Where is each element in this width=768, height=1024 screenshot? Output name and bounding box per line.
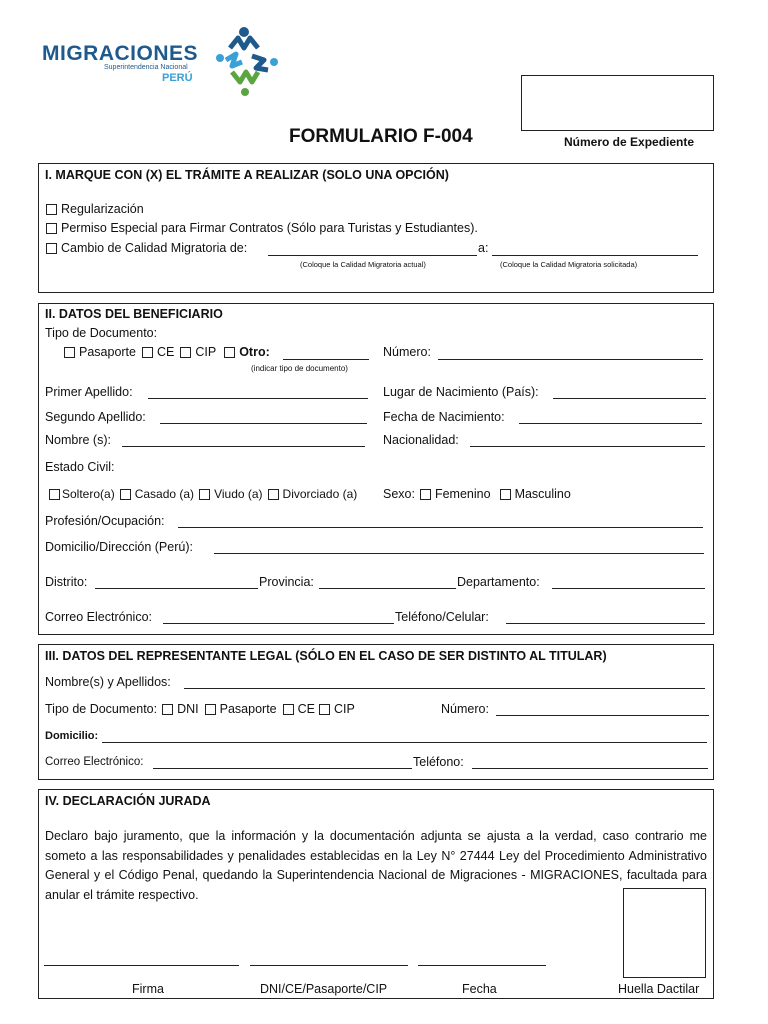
migraciones-emblem-icon xyxy=(208,26,280,98)
profesion-label: Profesión/Ocupación: xyxy=(45,514,165,528)
rep-correo-label: Correo Electrónico: xyxy=(45,756,144,768)
checkbox[interactable] xyxy=(120,489,131,500)
checkbox[interactable] xyxy=(46,243,57,254)
checkbox[interactable] xyxy=(420,489,431,500)
doc-type-options xyxy=(64,345,270,360)
nombres-label: Nombre (s): xyxy=(45,433,111,447)
estado-civil-options xyxy=(49,487,357,502)
telefono-field[interactable] xyxy=(506,623,705,624)
checkbox[interactable] xyxy=(224,347,235,358)
cip-label: CIP xyxy=(195,345,217,359)
option-cambio-calidad[interactable] xyxy=(46,241,247,256)
checkbox[interactable] xyxy=(142,347,153,358)
departamento-field[interactable] xyxy=(552,588,705,589)
checkbox[interactable] xyxy=(268,489,279,500)
lugar-nacimiento-field[interactable] xyxy=(553,398,706,399)
tipo-documento-label: Tipo de Documento: xyxy=(45,326,158,340)
section-declaracion-title: IV. DECLARACIÓN JURADA xyxy=(45,794,211,808)
expediente-label: Número de Expediente xyxy=(564,135,695,149)
nacionalidad-label: Nacionalidad: xyxy=(383,433,459,447)
cip-label: CIP xyxy=(334,702,355,716)
checkbox[interactable] xyxy=(500,489,511,500)
option-label: Permiso Especial para Firmar Contratos (Sólo para Turistas y Estudiantes). xyxy=(61,221,478,235)
checkbox[interactable] xyxy=(319,704,330,715)
divorciado-label: Divorciado (a) xyxy=(282,487,358,501)
firma-line[interactable] xyxy=(44,965,239,966)
checkbox[interactable] xyxy=(64,347,75,358)
rep-numero-field[interactable] xyxy=(496,715,709,716)
rep-tipo-doc-label: Tipo de Documento: xyxy=(45,702,158,716)
logo-country: PERÚ xyxy=(162,72,193,84)
segundo-apellido-label: Segundo Apellido: xyxy=(45,410,146,424)
option-permiso-especial[interactable] xyxy=(46,221,478,236)
section-tramite-title: I. MARQUE CON (X) EL TRÁMITE A REALIZAR (SOLO UNA OPCIÓN) xyxy=(45,168,449,182)
correo-field[interactable] xyxy=(163,623,394,624)
documento-label: DNI/CE/Pasaporte/CIP xyxy=(260,982,388,996)
huella-box[interactable] xyxy=(623,888,706,978)
fecha-label: Fecha xyxy=(462,982,497,996)
primer-apellido-field[interactable] xyxy=(148,398,368,399)
declaracion-text: Declaro bajo juramento, que la información y la documentación adjunta se ajusta a la verdad, caso contrario me someto a las responsabilidades y penalidades establecidas en la Ley N° 27444 Ley del Procedimiento Administrativo General y el Código Penal, quedando la Superintendencia Nacional de Migraciones - MIGRACIONES, facultada para anular el trámite respectivo. xyxy=(45,829,707,902)
otro-label: Otro: xyxy=(239,345,270,359)
calidad-a-label: a: xyxy=(478,241,489,255)
fecha-nacimiento-field[interactable] xyxy=(519,423,702,424)
rep-tipo-doc xyxy=(45,702,355,717)
migraciones-logo xyxy=(42,26,282,98)
calidad-actual-field[interactable] xyxy=(268,255,477,256)
fecha-line[interactable] xyxy=(418,965,546,966)
option-regularizacion[interactable] xyxy=(46,202,144,217)
option-label: Regularización xyxy=(61,202,144,216)
checkbox[interactable] xyxy=(46,204,57,215)
correo-label: Correo Electrónico: xyxy=(45,610,152,624)
huella-label: Huella Dactilar xyxy=(618,982,700,996)
firma-label: Firma xyxy=(132,982,164,996)
checkbox[interactable] xyxy=(180,347,191,358)
domicilio-field[interactable] xyxy=(214,553,704,554)
profesion-field[interactable] xyxy=(178,527,703,528)
ce-label: CE xyxy=(156,345,175,359)
checkbox[interactable] xyxy=(205,704,216,715)
sexo-label: Sexo: xyxy=(383,487,415,501)
hint-calidad-actual: (Coloque la Calidad Migratoria actual) xyxy=(300,260,426,269)
option-label: Cambio de Calidad Migratoria de: xyxy=(61,241,248,255)
rep-domicilio-field[interactable] xyxy=(102,742,707,743)
rep-correo-field[interactable] xyxy=(153,768,412,769)
primer-apellido-label: Primer Apellido: xyxy=(45,385,133,399)
rep-telefono-field[interactable] xyxy=(472,768,708,769)
hint-calidad-solicitada: (Coloque la Calidad Migratoria solicitada) xyxy=(500,260,638,269)
expediente-box[interactable] xyxy=(521,75,714,131)
page-title: FORMULARIO F-004 xyxy=(289,126,473,147)
telefono-label: Teléfono/Celular: xyxy=(395,610,489,624)
numero-field[interactable] xyxy=(438,359,703,360)
section-beneficiario-title: II. DATOS DEL BENEFICIARIO xyxy=(45,307,223,321)
casado-label: Casado (a) xyxy=(134,487,195,501)
nombres-field[interactable] xyxy=(122,446,365,447)
ce-label: CE xyxy=(297,702,315,716)
checkbox[interactable] xyxy=(199,489,210,500)
domicilio-label: Domicilio/Dirección (Perú): xyxy=(45,540,193,554)
estado-civil-label: Estado Civil: xyxy=(45,460,115,474)
nacionalidad-field[interactable] xyxy=(470,446,705,447)
femenino-label: Femenino xyxy=(434,487,491,501)
sexo-options xyxy=(383,487,571,502)
masculino-label: Masculino xyxy=(514,487,571,501)
logo-brand: MIGRACIONES xyxy=(42,42,199,65)
rep-telefono-label: Teléfono: xyxy=(413,755,464,769)
distrito-label: Distrito: xyxy=(45,575,88,589)
rep-nombres-label: Nombre(s) y Apellidos: xyxy=(45,675,171,689)
rep-numero-label: Número: xyxy=(441,702,489,716)
checkbox[interactable] xyxy=(162,704,173,715)
calidad-solicitada-field[interactable] xyxy=(492,255,698,256)
numero-label: Número: xyxy=(383,345,431,359)
dni-label: DNI xyxy=(177,702,199,716)
documento-line[interactable] xyxy=(250,965,408,966)
distrito-field[interactable] xyxy=(95,588,258,589)
rep-nombres-field[interactable] xyxy=(184,688,705,689)
fecha-nacimiento-label: Fecha de Nacimiento: xyxy=(383,410,505,424)
logo-subtitle: Superintendencia Nacional xyxy=(104,64,188,71)
provincia-label: Provincia: xyxy=(259,575,314,589)
pasaporte-label: Pasaporte xyxy=(79,345,136,359)
checkbox[interactable] xyxy=(46,223,57,234)
rep-domicilio-label: Domicilio: xyxy=(45,730,99,742)
section-representante-title: III. DATOS DEL REPRESENTANTE LEGAL (SÓLO EN EL CASO DE SER DISTINTO AL TITULAR) xyxy=(45,649,607,663)
checkbox[interactable] xyxy=(49,489,60,500)
lugar-nacimiento-label: Lugar de Nacimiento (País): xyxy=(383,385,539,399)
soltero-label: Soltero(a) xyxy=(62,487,115,501)
otro-hint: (indicar tipo de documento) xyxy=(251,364,348,373)
segundo-apellido-field[interactable] xyxy=(160,423,367,424)
otro-field[interactable] xyxy=(283,359,369,360)
checkbox[interactable] xyxy=(283,704,294,715)
viudo-label: Viudo (a) xyxy=(214,487,263,501)
provincia-field[interactable] xyxy=(319,588,456,589)
pasaporte-label: Pasaporte xyxy=(219,702,277,716)
departamento-label: Departamento: xyxy=(457,575,540,589)
